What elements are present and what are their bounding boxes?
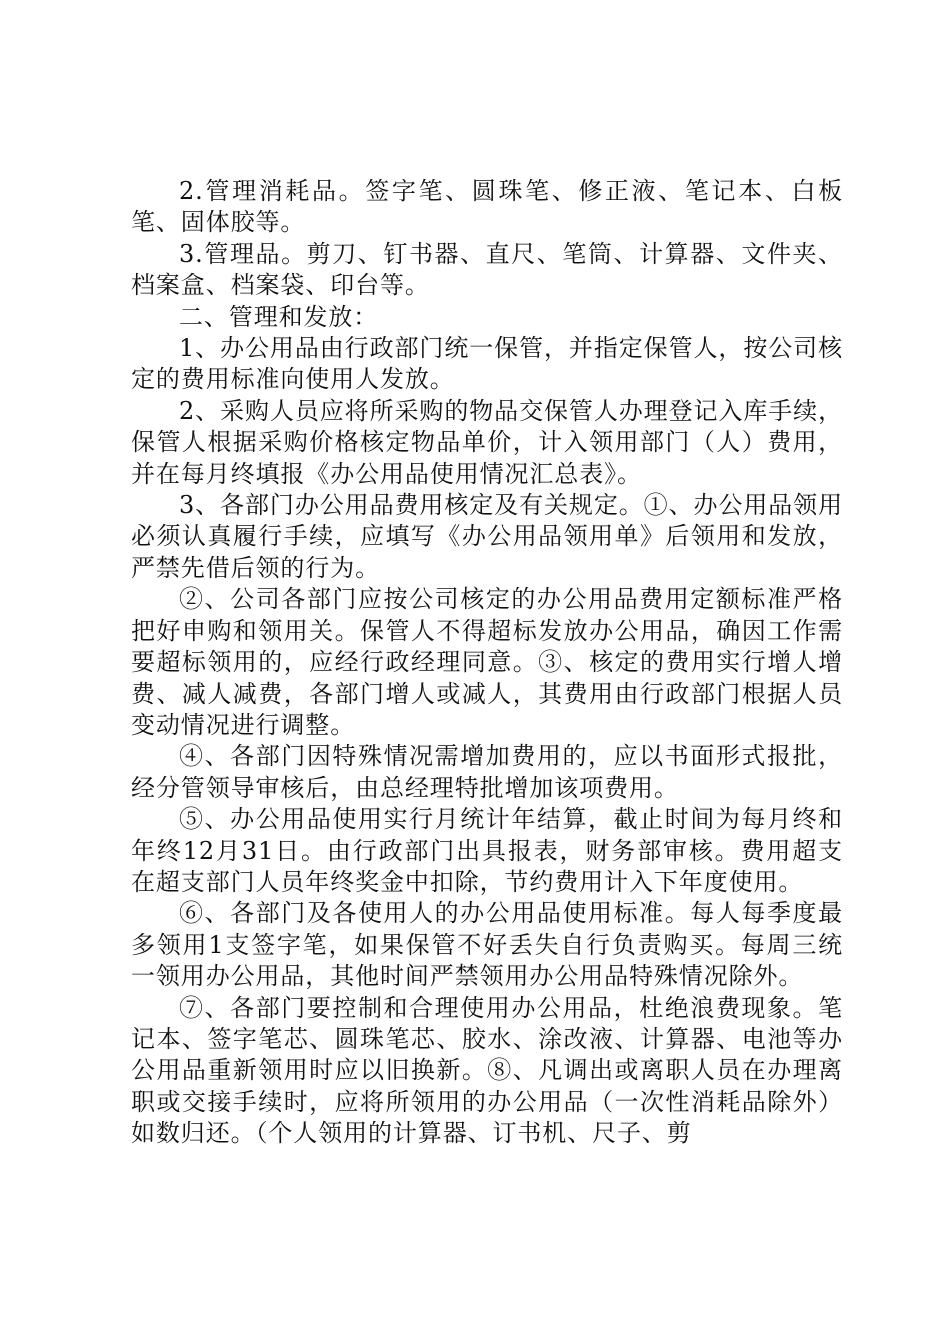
paragraph-rule-1: 1、办公用品由行政部门统一保管，并指定保管人，按公司核定的费用标准向使用人发放。 (131, 334, 843, 394)
paragraph-rule-quota: ②、公司各部门应按公司核定的办公用品费用定额标准严格把好申购和领用关。保管人不得超标发放办公用品，确因工作需要超标领用的，应经行政经理同意。③、核定的费用实行增人增费、减人减费，各部门增人或减人，其费用由行政部门根据人员变动情况进行调整。 (131, 585, 843, 739)
paragraph-rule-3: 3、各部门办公用品费用核定及有关规定。①、办公用品领用必须认真履行手续，应填写《办公用品领用单》后领用和发放，严禁先借后领的行为。 (131, 491, 843, 582)
paragraph-rule-settlement: ⑤、办公用品使用实行月统计年结算，截止时间为每月终和年终12月31日。由行政部门出具报表，财务部审核。费用超支在超支部门人员年终奖金中扣除，节约费用计入下年度使用。 (131, 805, 843, 896)
paragraph-consumables: 2.管理消耗品。签字笔、圆珠笔、修正液、笔记本、白板笔、固体胶等。 (131, 177, 843, 237)
section-heading-management: 二、管理和发放： (179, 302, 379, 331)
document-body (131, 176, 843, 1150)
paragraph-rule-2: 2、采购人员应将所采购的物品交保管人办理登记入库手续，保管人根据采购价格核定物品单价，计入领用部门（人）费用，并在每月终填报《办公用品使用情况汇总表》。 (131, 396, 843, 488)
paragraph-rule-standard: ⑥、各部门及各使用人的办公用品使用标准。每人每季度最多领用1支签字笔，如果保管不好丢失自行负责购买。每周三统一领用办公用品，其他时间严禁领用办公用品特殊情况除外。 (131, 899, 843, 991)
paragraph-rule-control: ⑦、各部门要控制和合理使用办公用品，杜绝浪费现象。笔记本、签字笔芯、圆珠笔芯、胶水、涂改液、计算器、电池等办公用品重新领用时应以旧换新。⑧、凡调出或离职人员在办理离职或交接手续时，应将所领用的办公用品（一次性消耗品除外）如数归还。（个人领用的计算器、订书机、尺子、剪 (131, 993, 843, 1148)
paragraph-rule-special: ④、各部门因特殊情况需增加费用的，应以书面形式报批，经分管领导审核后，由总经理特批增加该项费用。 (131, 742, 843, 802)
paragraph-managed-items: 3.管理品。剪刀、钉书器、直尺、笔筒、计算器、文件夹、档案盒、档案袋、印台等。 (131, 239, 843, 300)
